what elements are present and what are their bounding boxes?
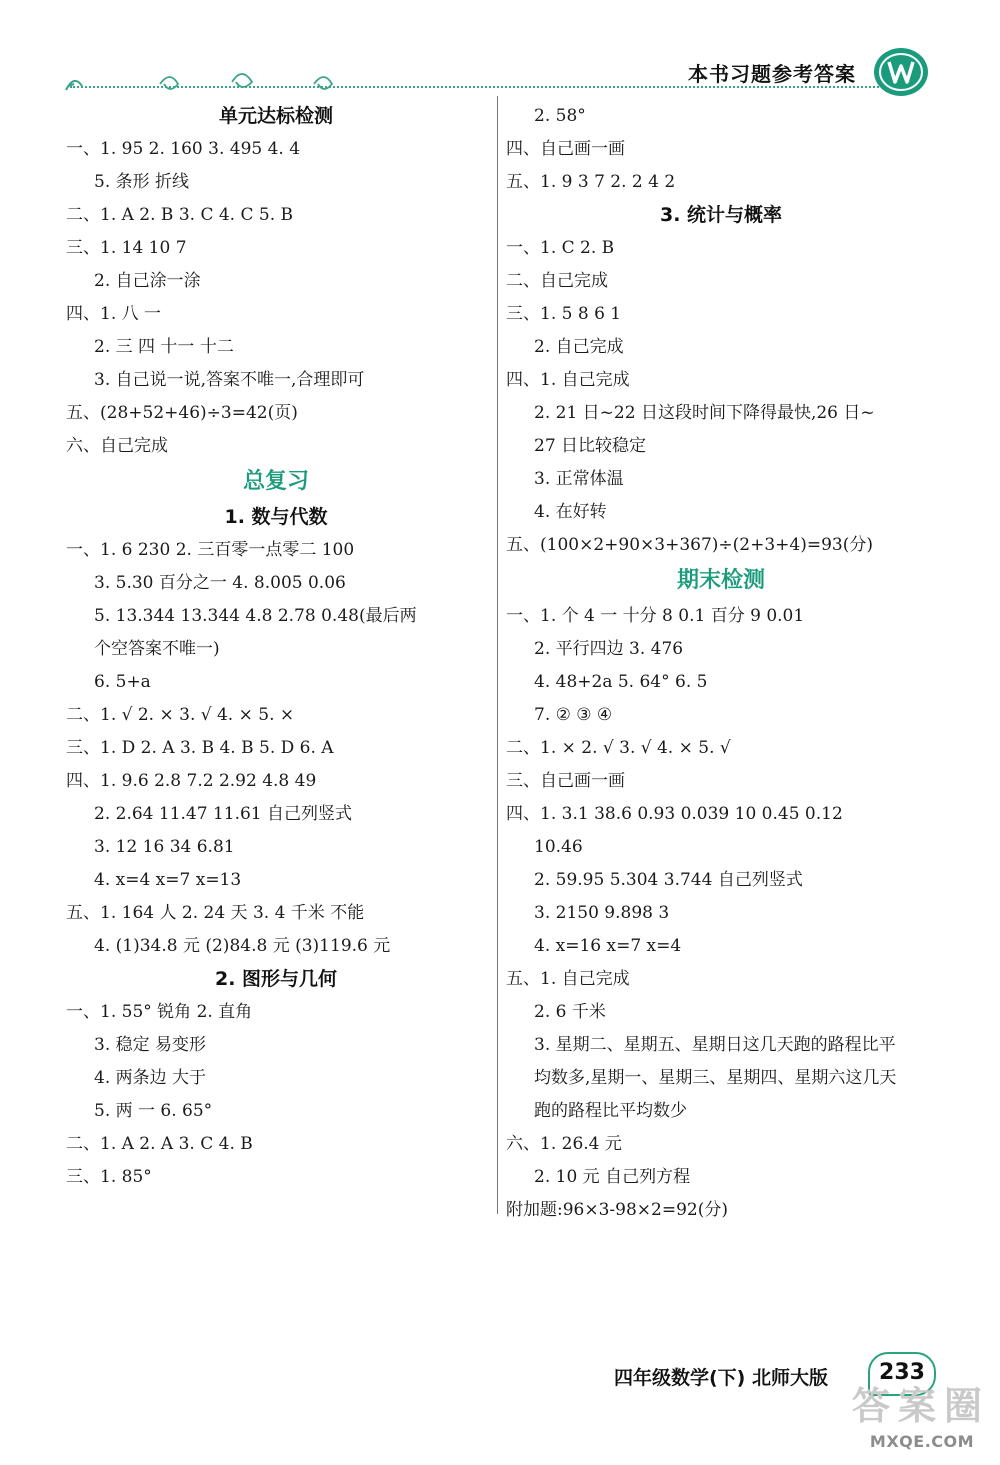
left-answer-line: 3. 稳定 易变形 bbox=[94, 1035, 207, 1055]
right-answer-line: 五、(100×2+90×3+367)÷(2+3+4)=93(分) bbox=[506, 535, 873, 555]
watermark-site: MXQE.COM bbox=[869, 1432, 975, 1451]
left-answer-line: 2. 自己涂一涂 bbox=[94, 271, 201, 291]
header-title: 本书习题参考答案 bbox=[688, 62, 856, 86]
left-answer-line: 5. 条形 折线 bbox=[94, 172, 190, 192]
right-answer-line: 10.46 bbox=[534, 837, 583, 857]
page-number: 233 bbox=[868, 1352, 936, 1396]
left-answer-line: 2. 三 四 十一 十二 bbox=[94, 337, 234, 357]
left-answer-line: 一、1. 55° 锐角 2. 直角 bbox=[66, 1002, 253, 1022]
right-answer-line: 附加题:96×3-98×2=92(分) bbox=[506, 1200, 728, 1220]
right-answer-column bbox=[506, 100, 936, 1227]
left-answer-line: 六、自己完成 bbox=[66, 436, 168, 456]
left-answer-line: 4. (1)34.8 元 (2)84.8 元 (3)119.6 元 bbox=[94, 936, 391, 956]
right-answer-line: 六、1. 26.4 元 bbox=[506, 1134, 622, 1154]
right-answer-line: 2. 21 日~22 日这段时间下降得最快,26 日~ bbox=[534, 403, 875, 423]
right-answer-line: 跑的路程比平均数少 bbox=[534, 1101, 687, 1121]
left-answer-line: 三、1. D 2. A 3. B 4. B 5. D 6. A bbox=[66, 738, 334, 758]
right-subsection-heading: 3. 统计与概率 bbox=[659, 204, 783, 226]
right-answer-line: 2. 平行四边 3. 476 bbox=[534, 639, 684, 659]
left-answer-line: 3. 自己说一说,答案不唯一,合理即可 bbox=[94, 370, 365, 390]
left-subsection-heading: 2. 图形与几何 bbox=[214, 968, 338, 990]
right-answer-line: 二、1. × 2. √ 3. √ 4. × 5. √ bbox=[506, 738, 731, 758]
watermark-char: 答 bbox=[852, 1384, 891, 1428]
right-answer-line: 27 日比较稳定 bbox=[534, 436, 647, 456]
right-answer-line: 3. 2150 9.898 3 bbox=[534, 903, 670, 923]
left-answer-line: 二、1. √ 2. × 3. √ 4. × 5. × bbox=[66, 705, 295, 725]
right-answer-line: 均数多,星期一、星期三、星期四、星期六这几天 bbox=[534, 1068, 897, 1088]
left-answer-line: 三、1. 14 10 7 bbox=[66, 238, 187, 258]
right-answer-line: 二、自己完成 bbox=[506, 271, 608, 291]
left-answer-line: 5. 两 一 6. 65° bbox=[94, 1101, 213, 1121]
left-subsection-heading: 1. 数与代数 bbox=[224, 506, 328, 528]
left-answer-line: 三、1. 85° bbox=[66, 1167, 152, 1187]
left-answer-line: 3. 12 16 34 6.81 bbox=[94, 837, 235, 857]
left-answer-column bbox=[66, 100, 486, 1194]
site-watermark bbox=[852, 1382, 992, 1460]
right-answer-line: 2. 59.95 5.304 3.744 自己列竖式 bbox=[534, 870, 803, 890]
left-answer-line: 四、1. 9.6 2.8 7.2 2.92 4.8 49 bbox=[66, 771, 317, 791]
left-answer-line: 个空答案不唯一) bbox=[94, 639, 220, 659]
right-answer-line: 五、1. 自己完成 bbox=[506, 969, 630, 989]
footer-book-label: 四年级数学(下) 北师大版 bbox=[614, 1367, 828, 1389]
right-answer-line: 四、1. 自己完成 bbox=[506, 370, 630, 390]
right-answer-line: 四、1. 3.1 38.6 0.93 0.039 10 0.45 0.12 bbox=[506, 804, 843, 824]
left-answer-line: 3. 5.30 百分之一 4. 8.005 0.06 bbox=[94, 573, 346, 593]
right-answer-line: 一、1. 个 4 一 十分 8 0.1 百分 9 0.01 bbox=[506, 606, 805, 626]
left-answer-line: 2. 2.64 11.47 11.61 自己列竖式 bbox=[94, 804, 353, 824]
book-logo-icon bbox=[872, 46, 930, 98]
right-answer-line: 三、自己画一画 bbox=[506, 771, 625, 791]
right-answer-line: 4. x=16 x=7 x=4 bbox=[534, 936, 682, 956]
right-answer-line: 2. 6 千米 bbox=[534, 1002, 606, 1022]
right-answer-line: 3. 星期二、星期五、星期日这几天跑的路程比平 bbox=[534, 1035, 896, 1055]
left-subsection-heading: 单元达标检测 bbox=[218, 105, 333, 127]
right-answer-line: 一、1. C 2. B bbox=[506, 238, 615, 258]
left-answer-line: 二、1. A 2. B 3. C 4. C 5. B bbox=[66, 205, 294, 225]
left-answer-line: 6. 5+a bbox=[94, 672, 151, 692]
column-divider bbox=[497, 96, 498, 1214]
right-answer-line: 4. 在好转 bbox=[534, 502, 607, 522]
left-answer-line: 5. 13.344 13.344 4.8 2.78 0.48(最后两 bbox=[94, 606, 417, 626]
left-section-heading: 总复习 bbox=[242, 469, 309, 494]
right-answer-line: 四、自己画一画 bbox=[506, 139, 625, 159]
right-section-heading: 期末检测 bbox=[676, 568, 765, 593]
right-answer-line: 3. 正常体温 bbox=[534, 469, 624, 489]
left-answer-line: 二、1. A 2. A 3. C 4. B bbox=[66, 1134, 253, 1154]
right-answer-line: 2. 自己完成 bbox=[534, 337, 624, 357]
watermark-char: 圈 bbox=[944, 1384, 983, 1428]
left-answer-line: 一、1. 95 2. 160 3. 495 4. 4 bbox=[66, 139, 301, 159]
left-answer-line: 五、(28+52+46)÷3=42(页) bbox=[66, 403, 298, 423]
left-answer-line: 一、1. 6 230 2. 三百零一点零二 100 bbox=[66, 540, 355, 560]
right-answer-line: 三、1. 5 8 6 1 bbox=[506, 304, 622, 324]
left-answer-line: 4. 两条边 大于 bbox=[94, 1068, 207, 1088]
right-answer-line: 7. ② ③ ④ bbox=[534, 705, 613, 725]
right-answer-line: 五、1. 9 3 7 2. 2 4 2 bbox=[506, 172, 676, 192]
watermark-char: 案 bbox=[898, 1384, 937, 1428]
left-answer-line: 四、1. 八 一 bbox=[66, 304, 162, 324]
right-answer-line: 2. 58° bbox=[534, 106, 586, 126]
header-swirl-decoration bbox=[60, 60, 360, 100]
left-answer-line: 4. x=4 x=7 x=13 bbox=[94, 870, 242, 890]
left-answer-line: 五、1. 164 人 2. 24 天 3. 4 千米 不能 bbox=[66, 903, 365, 923]
right-answer-line: 2. 10 元 自己列方程 bbox=[534, 1167, 691, 1187]
right-answer-line: 4. 48+2a 5. 64° 6. 5 bbox=[534, 672, 708, 692]
